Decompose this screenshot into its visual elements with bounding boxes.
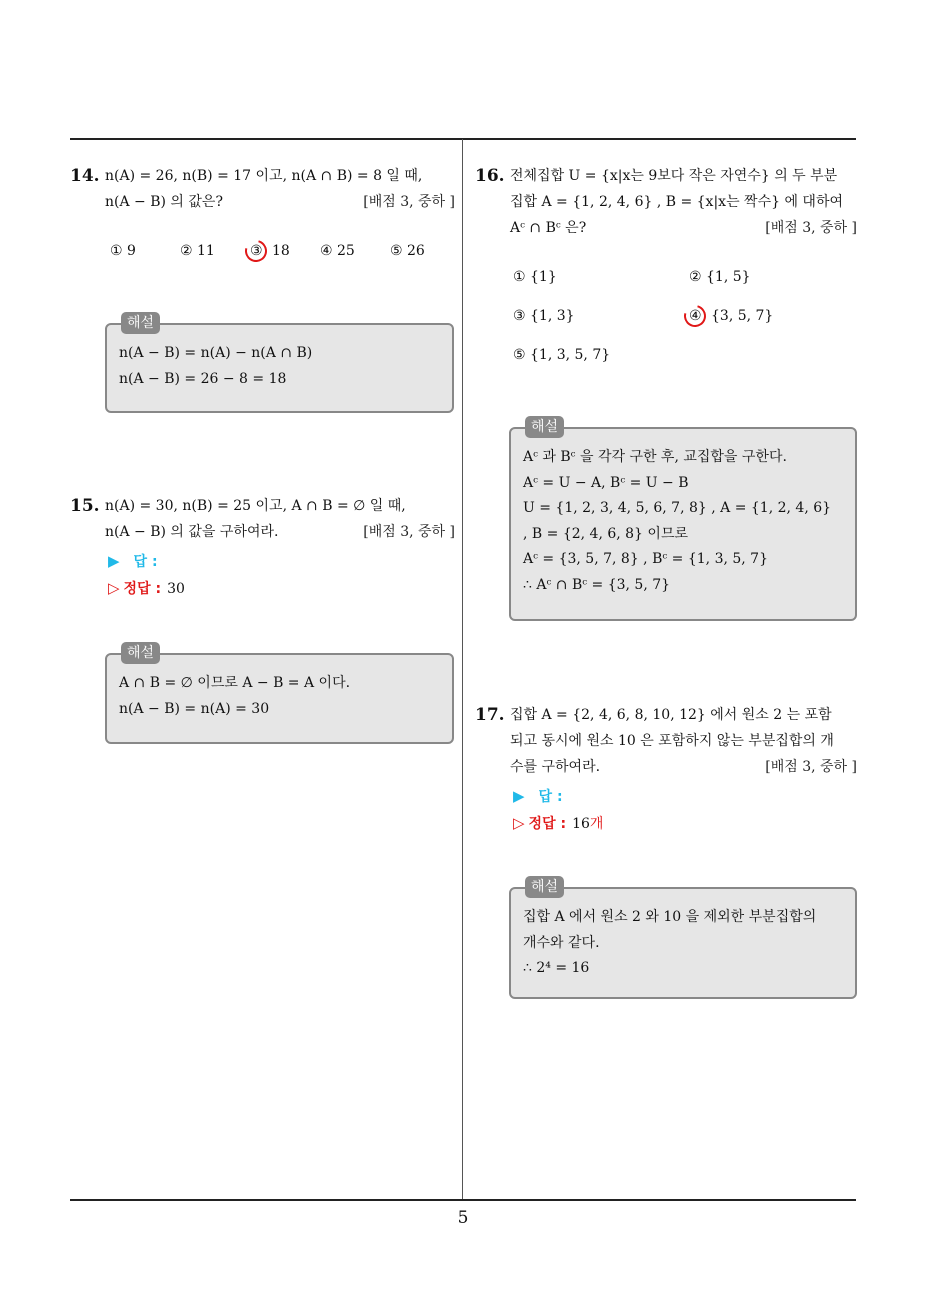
choice-3[interactable]: ③ {1, 3} (513, 308, 575, 324)
answer-label: 답 : (538, 789, 563, 805)
choice-1[interactable]: ① {1} (513, 269, 557, 285)
problem-text: 집합 A = {2, 4, 6, 8, 10, 12} 에서 원소 2 는 포함 (510, 707, 832, 723)
correct-value: 16 (572, 816, 590, 832)
correct-label: 정답 : (123, 581, 162, 597)
solution-line: , B = {2, 4, 6, 8} 이므로 (523, 525, 688, 542)
problem-text: n(A − B) 의 값은? (105, 194, 223, 210)
choice-5[interactable]: ⑤ 26 (390, 243, 425, 259)
problem-number: 16. (475, 166, 505, 186)
solution-tag: 해설 (121, 312, 160, 334)
selection-mark (241, 236, 271, 266)
solution-box-16 (509, 419, 857, 621)
solution-line: ∴ Aᶜ ∩ Bᶜ = {3, 5, 7} (523, 576, 671, 593)
correct-unit: 개 (589, 816, 604, 832)
score-marks: [배점 3, 중하 ] (765, 220, 857, 236)
score-marks: [배점 3, 중하 ] (363, 524, 455, 540)
solution-tag: 해설 (525, 876, 564, 898)
problem-number: 15. (70, 496, 100, 516)
play-triangle-icon: ▶ (108, 552, 120, 570)
score-marks: [배점 3, 중하 ] (765, 759, 857, 775)
solution-box-15 (105, 645, 454, 744)
score-marks: [배점 3, 중하 ] (363, 194, 455, 210)
problem-number: 17. (475, 705, 505, 725)
problem-14 (70, 163, 455, 215)
column-divider (462, 139, 463, 1199)
correct-value: 30 (167, 581, 185, 597)
solution-line: n(A − B) = 26 − 8 = 18 (119, 370, 287, 387)
problem-text: n(A) = 26, n(B) = 17 이고, n(A ∩ B) = 8 일 때, (105, 168, 423, 184)
solution-line: ∴ 2⁴ = 16 (523, 960, 590, 976)
outline-triangle-icon: ▷ (108, 579, 120, 597)
solution-tag: 해설 (525, 416, 564, 438)
solution-line: A ∩ B = ∅ 이므로 A − B = A 이다. (119, 675, 351, 691)
problem-text: Aᶜ ∩ Bᶜ 은? (510, 220, 587, 236)
answer-line (513, 784, 563, 809)
problem-text: n(A − B) 의 값을 구하여라. (105, 524, 279, 540)
correct-answer-line (108, 576, 185, 601)
problem-text: n(A) = 30, n(B) = 25 이고, A ∩ B = ∅ 일 때, (105, 498, 406, 514)
correct-label: 정답 : (528, 816, 567, 832)
bottom-rule (70, 1199, 856, 1201)
problem-15 (70, 493, 455, 545)
selection-mark (680, 301, 710, 331)
choice-3-value: 18 (272, 243, 290, 259)
solution-tag: 해설 (121, 642, 160, 664)
problem-number: 14. (70, 166, 100, 186)
solution-line: Aᶜ = U − A, Bᶜ = U − B (523, 474, 689, 491)
solution-line: 집합 A 에서 원소 2 와 10 을 제외한 부분집합의 (523, 909, 817, 925)
choice-4[interactable]: ④ 25 (320, 243, 355, 259)
choices-14 (110, 243, 425, 259)
problem-text: 전체집합 U = {x|x는 9보다 작은 자연수} 의 두 부분 (510, 168, 838, 184)
correct-answer-line (513, 811, 603, 836)
problem-text: 집합 A = {1, 2, 4, 6} , B = {x|x는 짝수} 에 대하여 (510, 194, 843, 210)
problem-17 (475, 702, 857, 780)
choice-4-value: {3, 5, 7} (711, 308, 774, 324)
solution-line: n(A − B) = n(A) − n(A ∩ B) (119, 345, 313, 361)
solution-line: 개수와 같다. (523, 934, 600, 951)
solution-line: n(A − B) = n(A) = 30 (119, 700, 270, 717)
problem-text: 되고 동시에 원소 10 은 포함하지 않는 부분집합의 개 (510, 733, 834, 749)
choices-16 (513, 269, 774, 363)
choice-2[interactable]: ② {1, 5} (689, 269, 751, 285)
choice-1[interactable]: ① 9 (110, 243, 136, 259)
outline-triangle-icon: ▷ (513, 814, 525, 832)
solution-line: U = {1, 2, 3, 4, 5, 6, 7, 8} , A = {1, 2, 4, 6} (523, 500, 832, 516)
choice-4[interactable]: ④ (689, 308, 702, 324)
solution-box-14 (105, 315, 454, 413)
solution-box-17 (509, 879, 857, 999)
solution-line: Aᶜ 과 Bᶜ 을 각각 구한 후, 교집합을 구한다. (523, 449, 787, 465)
play-triangle-icon: ▶ (513, 787, 525, 805)
problem-16 (475, 163, 857, 241)
top-rule (70, 138, 856, 140)
answer-line (108, 549, 158, 574)
answer-label: 답 : (133, 554, 158, 570)
problem-text: 수를 구하여라. (510, 759, 601, 775)
solution-line: Aᶜ = {3, 5, 7, 8} , Bᶜ = {1, 3, 5, 7} (523, 551, 768, 567)
choice-3[interactable]: ③ (250, 243, 263, 259)
choice-5[interactable]: ⑤ {1, 3, 5, 7} (513, 347, 611, 363)
page-number: 5 (457, 1208, 469, 1228)
choice-2[interactable]: ② 11 (180, 243, 215, 259)
